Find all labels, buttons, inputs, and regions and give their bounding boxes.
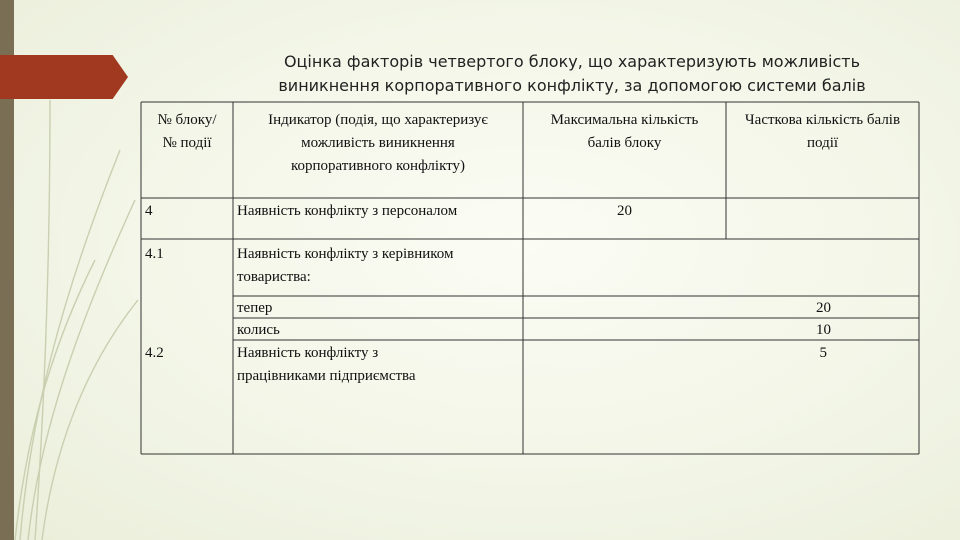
title-line-2: виникнення корпоративного конфлікту, за допомогою системи балів <box>278 76 866 95</box>
row-4-1-number: 4.1 <box>145 246 164 262</box>
header-max-points: Максимальна кількість балів блоку <box>550 112 699 151</box>
row-before-label: колись <box>237 322 280 338</box>
row-4-indicator: Наявність конфлікту з персоналом <box>237 203 458 219</box>
row-now-score: 20 <box>816 300 831 316</box>
header-block-number: № блоку/ № події <box>157 112 217 151</box>
row-before-score: 10 <box>816 322 831 338</box>
row-4-2-indicator: Наявність конфлікту з працівниками підприємства <box>237 345 416 384</box>
row-4-2-score: 5 <box>819 345 827 361</box>
title-line-1: Оцінка факторів четвертого блоку, що характеризують можливість <box>283 52 861 71</box>
row-now-label: тепер <box>237 300 273 316</box>
row-4-max-points: 20 <box>617 203 632 219</box>
row-4-2-number: 4.2 <box>145 345 164 361</box>
header-partial-points: Часткова кількість балів події <box>744 112 901 151</box>
header-indicator: Індикатор (подія, що характеризує можливість виникнення корпоративного конфлікту) <box>268 112 488 174</box>
row-4-number: 4 <box>145 203 153 219</box>
row-4-1-indicator: Наявність конфлікту з керівником товариства: <box>237 246 454 285</box>
